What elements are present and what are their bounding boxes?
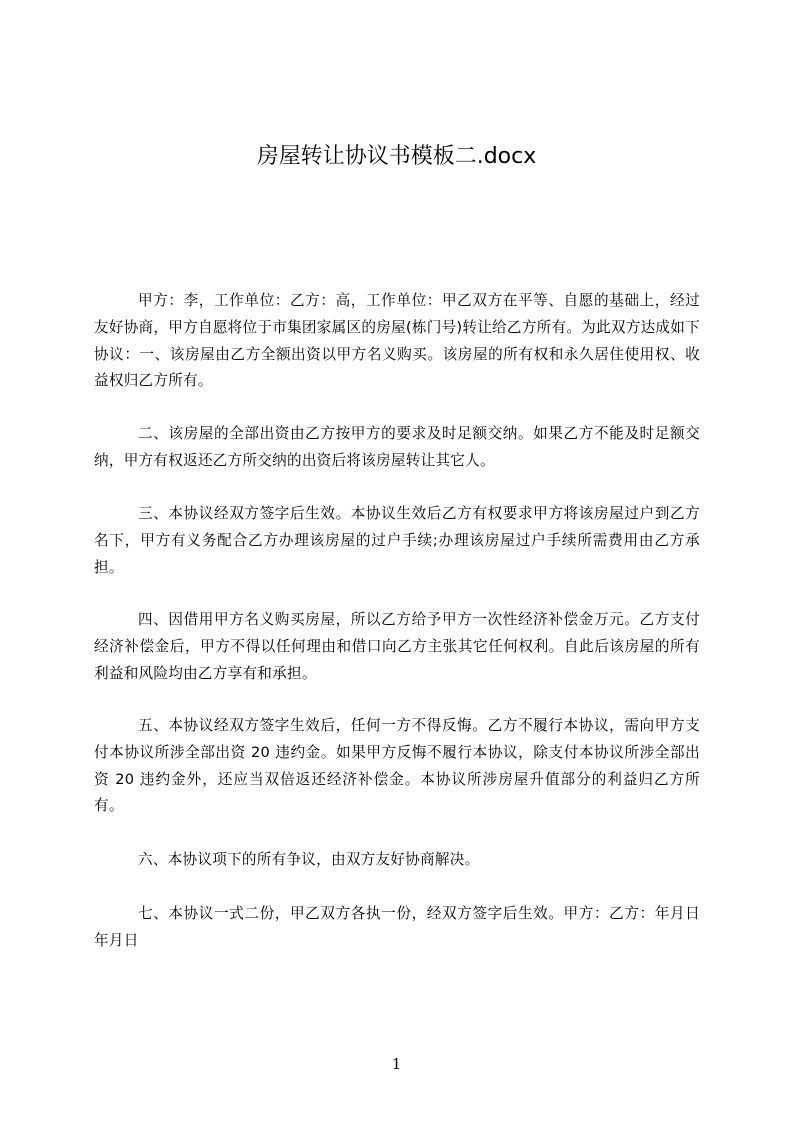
paragraph-clause-7-signatures: 七、本协议一式二份，甲乙双方各执一份，经双方签字后生效。甲方：乙方：年月日年月日 bbox=[94, 905, 700, 949]
page-number: 1 bbox=[391, 1055, 402, 1073]
paragraph-clause-5: 五、本协议经双方签字生效后，任何一方不得反悔。乙方不履行本协议，需向甲方支付本协议所涉全部出资 20 违约金。如果甲方反悔不履行本协议，除支付本协议所涉全部出资 20 违约金外，还应当双倍返还经济补偿金。本协议所涉房屋升值部分的利益归乙方所有。 bbox=[94, 717, 700, 815]
paragraph-clause-3: 三、本协议经双方签字后生效。本协议生效后乙方有权要求甲方将该房屋过户到乙方名下，甲方有义务配合乙方办理该房屋的过户手续;办理该房屋过户手续所需费用由乙方承担。 bbox=[94, 505, 700, 576]
paragraph-clause-6: 六、本协议项下的所有争议，由双方友好协商解决。 bbox=[138, 851, 480, 868]
paragraph-clause-4: 四、因借用甲方名义购买房屋，所以乙方给予甲方一次性经济补偿金万元。乙方支付经济补偿金后，甲方不得以任何理由和借口向乙方主张其它任何权利。自此后该房屋的所有利益和风险均由乙方享有和承担。 bbox=[94, 611, 700, 682]
paragraph-clause-2: 二、该房屋的全部出资由乙方按甲方的要求及时足额交纳。如果乙方不能及时足额交纳，甲方有权返还乙方所交纳的出资后将该房屋转让其它人。 bbox=[94, 425, 700, 469]
paragraph-parties-and-clause-1: 甲方：李，工作单位：乙方：高，工作单位：甲乙双方在平等、自愿的基础上，经过友好协商，甲方自愿将位于市集团家属区的房屋(栋门号)转让给乙方所有。为此双方达成如下协议：一、该房屋由乙方全额出资以甲方名义购买。该房屋的所有权和永久居住使用权、收益权归乙方所有。 bbox=[94, 292, 700, 390]
document-title: 房屋转让协议书模板二.docx bbox=[256, 144, 537, 169]
